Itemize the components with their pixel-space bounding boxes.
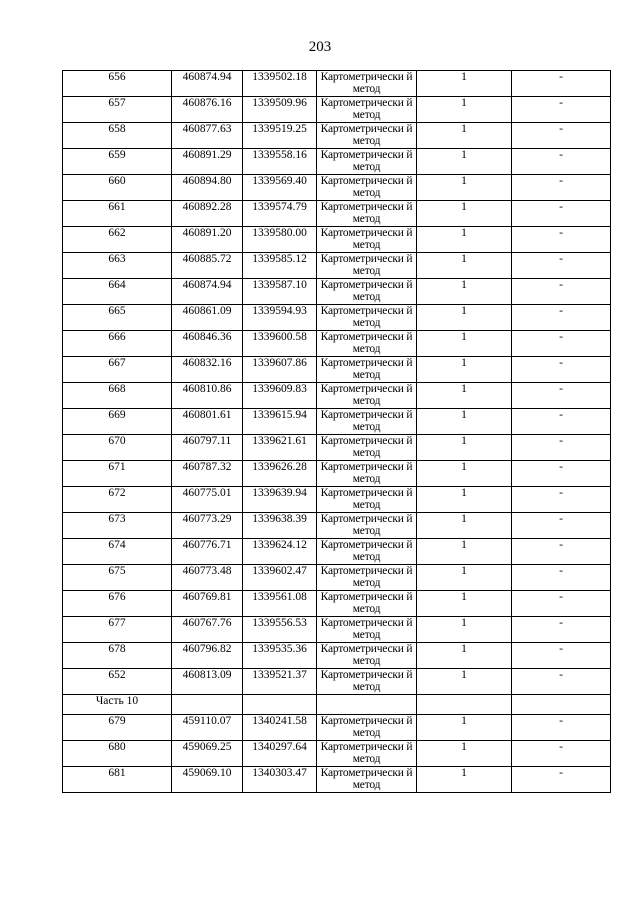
table-row <box>63 279 611 305</box>
point-number-cell: 677 <box>63 617 172 643</box>
point-number-cell: 669 <box>63 409 172 435</box>
accuracy-cell: 1 <box>417 383 512 409</box>
method-cell: Картометрически й метод <box>317 487 417 513</box>
y-coordinate-cell: 1339621.61 <box>243 435 317 461</box>
table-row <box>63 565 611 591</box>
y-coordinate-cell: 1339585.12 <box>243 253 317 279</box>
point-number-cell: 675 <box>63 565 172 591</box>
point-number-cell: 657 <box>63 97 172 123</box>
empty-cell <box>243 695 317 715</box>
x-coordinate-cell: 460892.28 <box>172 201 243 227</box>
y-coordinate-cell: 1339561.08 <box>243 591 317 617</box>
method-cell: Картометрически й метод <box>317 201 417 227</box>
accuracy-cell: 1 <box>417 305 512 331</box>
table-row <box>63 643 611 669</box>
x-coordinate-cell: 460885.72 <box>172 253 243 279</box>
point-number-cell: 679 <box>63 715 172 741</box>
y-coordinate-cell: 1339600.58 <box>243 331 317 357</box>
method-cell: Картометрически й метод <box>317 305 417 331</box>
y-coordinate-cell: 1339569.40 <box>243 175 317 201</box>
y-coordinate-cell: 1340241.58 <box>243 715 317 741</box>
method-cell: Картометрически й метод <box>317 71 417 97</box>
point-number-cell: 664 <box>63 279 172 305</box>
table-row <box>63 741 611 767</box>
method-cell: Картометрически й метод <box>317 357 417 383</box>
method-cell: Картометрически й метод <box>317 175 417 201</box>
accuracy-cell: 1 <box>417 643 512 669</box>
x-coordinate-cell: 460891.20 <box>172 227 243 253</box>
section-label: Часть 10 <box>63 695 172 715</box>
x-coordinate-cell: 460767.76 <box>172 617 243 643</box>
y-coordinate-cell: 1339587.10 <box>243 279 317 305</box>
description-cell: - <box>512 227 611 253</box>
y-coordinate-cell: 1339521.37 <box>243 669 317 695</box>
accuracy-cell: 1 <box>417 357 512 383</box>
description-cell: - <box>512 617 611 643</box>
description-cell: - <box>512 539 611 565</box>
x-coordinate-cell: 460846.36 <box>172 331 243 357</box>
description-cell: - <box>512 591 611 617</box>
description-cell: - <box>512 741 611 767</box>
table-row <box>63 591 611 617</box>
accuracy-cell: 1 <box>417 409 512 435</box>
empty-cell <box>512 695 611 715</box>
method-cell: Картометрически й метод <box>317 97 417 123</box>
y-coordinate-cell: 1339509.96 <box>243 97 317 123</box>
point-number-cell: 667 <box>63 357 172 383</box>
accuracy-cell: 1 <box>417 767 512 793</box>
y-coordinate-cell: 1339580.00 <box>243 227 317 253</box>
x-coordinate-cell: 460796.82 <box>172 643 243 669</box>
table-row <box>63 253 611 279</box>
accuracy-cell: 1 <box>417 715 512 741</box>
table-row <box>63 383 611 409</box>
accuracy-cell: 1 <box>417 513 512 539</box>
table-row <box>63 149 611 175</box>
method-cell: Картометрически й метод <box>317 591 417 617</box>
y-coordinate-cell: 1339502.18 <box>243 71 317 97</box>
description-cell: - <box>512 331 611 357</box>
accuracy-cell: 1 <box>417 279 512 305</box>
y-coordinate-cell: 1339558.16 <box>243 149 317 175</box>
description-cell: - <box>512 643 611 669</box>
x-coordinate-cell: 460832.16 <box>172 357 243 383</box>
table-row <box>63 357 611 383</box>
y-coordinate-cell: 1339626.28 <box>243 461 317 487</box>
method-cell: Картометрически й метод <box>317 149 417 175</box>
x-coordinate-cell: 460801.61 <box>172 409 243 435</box>
method-cell: Картометрически й метод <box>317 741 417 767</box>
method-cell: Картометрически й метод <box>317 383 417 409</box>
x-coordinate-cell: 460877.63 <box>172 123 243 149</box>
y-coordinate-cell: 1339574.79 <box>243 201 317 227</box>
x-coordinate-cell: 460876.16 <box>172 97 243 123</box>
point-number-cell: 681 <box>63 767 172 793</box>
table-row <box>63 97 611 123</box>
accuracy-cell: 1 <box>417 123 512 149</box>
method-cell: Картометрически й метод <box>317 767 417 793</box>
description-cell: - <box>512 279 611 305</box>
y-coordinate-cell: 1339609.83 <box>243 383 317 409</box>
description-cell: - <box>512 357 611 383</box>
table-row <box>63 123 611 149</box>
accuracy-cell: 1 <box>417 539 512 565</box>
y-coordinate-cell: 1339535.36 <box>243 643 317 669</box>
description-cell: - <box>512 383 611 409</box>
point-number-cell: 658 <box>63 123 172 149</box>
description-cell: - <box>512 175 611 201</box>
table-row <box>63 539 611 565</box>
method-cell: Картометрически й метод <box>317 461 417 487</box>
x-coordinate-cell: 460773.29 <box>172 513 243 539</box>
accuracy-cell: 1 <box>417 97 512 123</box>
y-coordinate-cell: 1339519.25 <box>243 123 317 149</box>
accuracy-cell: 1 <box>417 71 512 97</box>
accuracy-cell: 1 <box>417 227 512 253</box>
description-cell: - <box>512 715 611 741</box>
accuracy-cell: 1 <box>417 591 512 617</box>
x-coordinate-cell: 460813.09 <box>172 669 243 695</box>
table-row <box>63 617 611 643</box>
table-row <box>63 331 611 357</box>
y-coordinate-cell: 1339607.86 <box>243 357 317 383</box>
point-number-cell: 662 <box>63 227 172 253</box>
method-cell: Картометрически й метод <box>317 565 417 591</box>
point-number-cell: 674 <box>63 539 172 565</box>
point-number-cell: 680 <box>63 741 172 767</box>
method-cell: Картометрически й метод <box>317 227 417 253</box>
method-cell: Картометрически й метод <box>317 409 417 435</box>
description-cell: - <box>512 123 611 149</box>
y-coordinate-cell: 1339602.47 <box>243 565 317 591</box>
point-number-cell: 665 <box>63 305 172 331</box>
method-cell: Картометрически й метод <box>317 715 417 741</box>
accuracy-cell: 1 <box>417 253 512 279</box>
description-cell: - <box>512 201 611 227</box>
x-coordinate-cell: 460775.01 <box>172 487 243 513</box>
x-coordinate-cell: 460874.94 <box>172 279 243 305</box>
page-number: 203 <box>308 39 332 55</box>
method-cell: Картометрически й метод <box>317 331 417 357</box>
table-row <box>63 175 611 201</box>
point-number-cell: 676 <box>63 591 172 617</box>
x-coordinate-cell: 460797.11 <box>172 435 243 461</box>
description-cell: - <box>512 97 611 123</box>
description-cell: - <box>512 409 611 435</box>
empty-cell <box>172 695 243 715</box>
table-row <box>63 227 611 253</box>
x-coordinate-cell: 460861.09 <box>172 305 243 331</box>
point-number-cell: 673 <box>63 513 172 539</box>
method-cell: Картометрически й метод <box>317 253 417 279</box>
point-number-cell: 659 <box>63 149 172 175</box>
table-row <box>63 71 611 97</box>
x-coordinate-cell: 460773.48 <box>172 565 243 591</box>
description-cell: - <box>512 71 611 97</box>
method-cell: Картометрически й метод <box>317 435 417 461</box>
description-cell: - <box>512 513 611 539</box>
accuracy-cell: 1 <box>417 201 512 227</box>
x-coordinate-cell: 460787.32 <box>172 461 243 487</box>
point-number-cell: 670 <box>63 435 172 461</box>
point-number-cell: 668 <box>63 383 172 409</box>
description-cell: - <box>512 149 611 175</box>
accuracy-cell: 1 <box>417 149 512 175</box>
point-number-cell: 678 <box>63 643 172 669</box>
method-cell: Картометрически й метод <box>317 539 417 565</box>
point-number-cell: 671 <box>63 461 172 487</box>
description-cell: - <box>512 767 611 793</box>
accuracy-cell: 1 <box>417 331 512 357</box>
accuracy-cell: 1 <box>417 435 512 461</box>
method-cell: Картометрически й метод <box>317 643 417 669</box>
x-coordinate-cell: 460776.71 <box>172 539 243 565</box>
table-row <box>63 201 611 227</box>
accuracy-cell: 1 <box>417 565 512 591</box>
x-coordinate-cell: 460894.80 <box>172 175 243 201</box>
y-coordinate-cell: 1339556.53 <box>243 617 317 643</box>
point-number-cell: 663 <box>63 253 172 279</box>
x-coordinate-cell: 460810.86 <box>172 383 243 409</box>
point-number-cell: 672 <box>63 487 172 513</box>
x-coordinate-cell: 460891.29 <box>172 149 243 175</box>
y-coordinate-cell: 1340297.64 <box>243 741 317 767</box>
table-row <box>63 305 611 331</box>
table-row <box>63 435 611 461</box>
y-coordinate-cell: 1339624.12 <box>243 539 317 565</box>
empty-cell <box>317 695 417 715</box>
description-cell: - <box>512 435 611 461</box>
point-number-cell: 652 <box>63 669 172 695</box>
coordinates-table <box>62 70 611 793</box>
accuracy-cell: 1 <box>417 461 512 487</box>
point-number-cell: 661 <box>63 201 172 227</box>
section-row <box>63 695 611 715</box>
accuracy-cell: 1 <box>417 741 512 767</box>
x-coordinate-cell: 459069.10 <box>172 767 243 793</box>
table-row <box>63 513 611 539</box>
table-row <box>63 715 611 741</box>
point-number-cell: 656 <box>63 71 172 97</box>
description-cell: - <box>512 565 611 591</box>
accuracy-cell: 1 <box>417 617 512 643</box>
method-cell: Картометрически й метод <box>317 123 417 149</box>
point-number-cell: 666 <box>63 331 172 357</box>
table-row <box>63 669 611 695</box>
y-coordinate-cell: 1340303.47 <box>243 767 317 793</box>
x-coordinate-cell: 460769.81 <box>172 591 243 617</box>
y-coordinate-cell: 1339638.39 <box>243 513 317 539</box>
y-coordinate-cell: 1339639.94 <box>243 487 317 513</box>
method-cell: Картометрически й метод <box>317 617 417 643</box>
accuracy-cell: 1 <box>417 669 512 695</box>
table-row <box>63 409 611 435</box>
table-row <box>63 487 611 513</box>
table-row <box>63 767 611 793</box>
x-coordinate-cell: 459069.25 <box>172 741 243 767</box>
empty-cell <box>417 695 512 715</box>
accuracy-cell: 1 <box>417 487 512 513</box>
description-cell: - <box>512 305 611 331</box>
description-cell: - <box>512 461 611 487</box>
method-cell: Картометрически й метод <box>317 279 417 305</box>
x-coordinate-cell: 460874.94 <box>172 71 243 97</box>
accuracy-cell: 1 <box>417 175 512 201</box>
method-cell: Картометрически й метод <box>317 513 417 539</box>
table-row <box>63 461 611 487</box>
x-coordinate-cell: 459110.07 <box>172 715 243 741</box>
description-cell: - <box>512 487 611 513</box>
y-coordinate-cell: 1339615.94 <box>243 409 317 435</box>
point-number-cell: 660 <box>63 175 172 201</box>
description-cell: - <box>512 253 611 279</box>
y-coordinate-cell: 1339594.93 <box>243 305 317 331</box>
description-cell: - <box>512 669 611 695</box>
method-cell: Картометрически й метод <box>317 669 417 695</box>
